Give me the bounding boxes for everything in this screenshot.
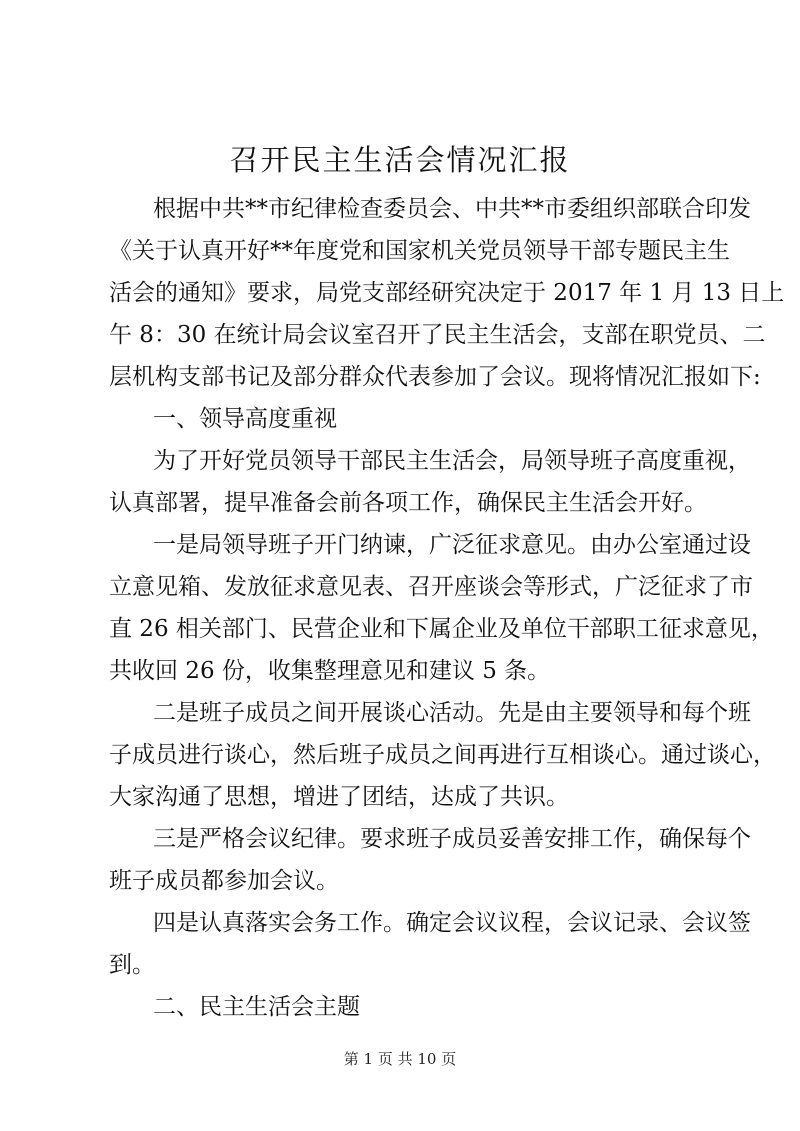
body-line: 到。: [109, 952, 155, 978]
body-line: 《关于认真开好**年度党和国家机关党员领导干部专题民主生: [109, 238, 730, 264]
body-line: 一是局领导班子开门纳谏，广泛征求意见。由办公室通过设: [153, 532, 751, 558]
body-line: 三是严格会议纪律。要求班子成员妥善安排工作，确保每个: [153, 826, 751, 852]
body-line: 班子成员都参加会议。: [109, 868, 339, 894]
body-line: 午 8：30 在统计局会议室召开了民主生活会，支部在职党员、二: [109, 322, 766, 348]
body-line: 立意见箱、发放征求意见表、召开座谈会等形式，广泛征求了市: [109, 574, 753, 600]
page-footer: 第 1 页 共 10 页: [343, 1050, 457, 1068]
section-heading: 二、民主生活会主题: [153, 994, 360, 1020]
body-line: 二是班子成员之间开展谈心活动。先是由主要领导和每个班: [153, 700, 751, 726]
body-line: 为了开好党员领导干部民主生活会，局领导班子高度重视，: [153, 448, 751, 474]
section-heading: 一、领导高度重视: [153, 406, 337, 432]
body-line: 根据中共**市纪律检查委员会、中共**市委组织部联合印发: [153, 196, 751, 222]
body-line: 活会的通知》要求，局党支部经研究决定于 2017 年 1 月 13 日上: [109, 280, 785, 306]
body-line: 共收回 26 份，收集整理意见和建议 5 条。: [109, 658, 551, 684]
body-line: 层机构支部书记及部分群众代表参加了会议。现将情况汇报如下:: [109, 364, 761, 390]
body-line: 认真部署，提早准备会前各项工作，确保民主生活会开好。: [109, 490, 707, 516]
document-title: 召开民主生活会情况汇报: [229, 143, 571, 177]
body-line: 子成员进行谈心，然后班子成员之间再进行互相谈心。通过谈心，: [109, 742, 776, 768]
body-line: 直 26 相关部门、民营企业和下属企业及单位干部职工征求意见，: [109, 616, 774, 642]
body-line: 大家沟通了思想，增进了团结，达成了共识。: [109, 784, 569, 810]
body-line: 四是认真落实会务工作。确定会议议程，会议记录、会议签: [153, 910, 751, 936]
